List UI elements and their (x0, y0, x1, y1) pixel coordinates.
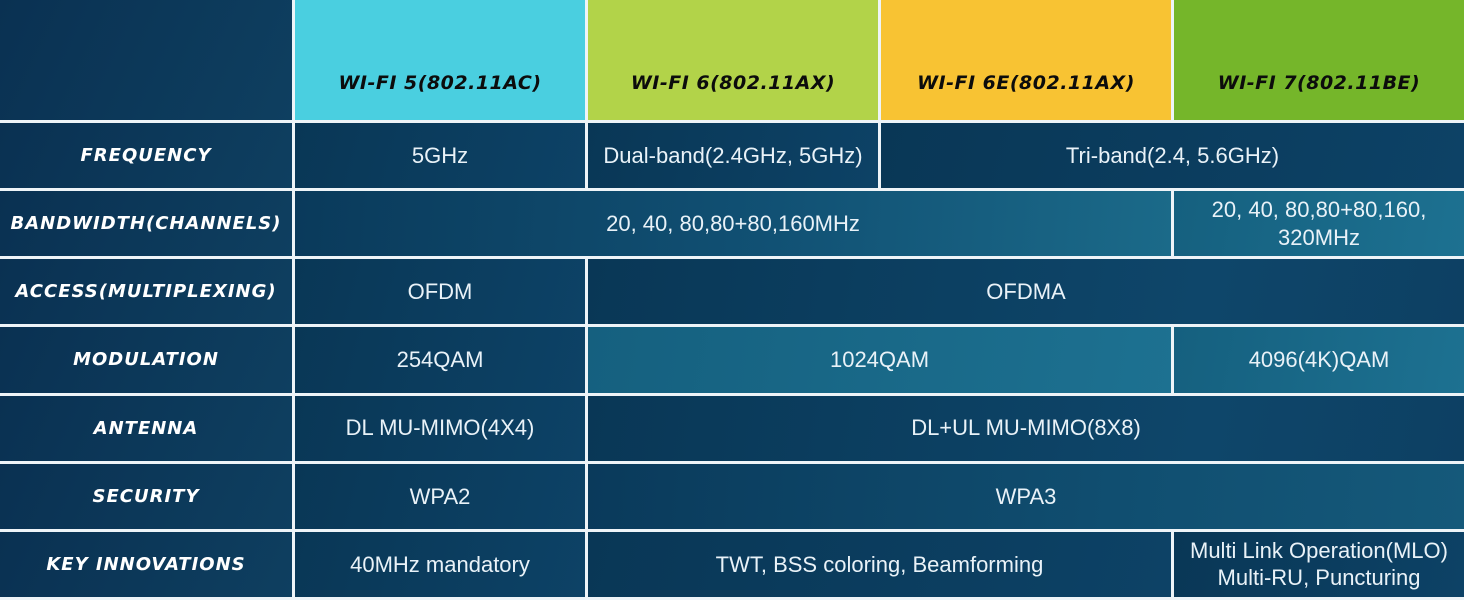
row-label-access: ACCESS(MULTIPLEXING) (0, 259, 292, 324)
row-label-antenna: ANTENNA (0, 396, 292, 461)
cell-bandwidth-wifi7: 20, 40, 80,80+80,160, 320MHz (1174, 191, 1464, 256)
column-header-wifi6e: WI-FI 6E(802.11AX) (881, 0, 1171, 120)
row-label-security: SECURITY (0, 464, 292, 529)
cell-security-wifi6-6e-7: WPA3 (588, 464, 1464, 529)
cell-modulation-wifi5: 254QAM (295, 327, 585, 392)
cell-innovations-wifi7: Multi Link Operation(MLO) Multi-RU, Puncturing (1174, 532, 1464, 597)
row-label-key-innovations: KEY INNOVATIONS (0, 532, 292, 597)
corner-cell (0, 0, 292, 120)
cell-security-wifi5: WPA2 (295, 464, 585, 529)
cell-modulation-wifi7: 4096(4K)QAM (1174, 327, 1464, 392)
cell-access-wifi5: OFDM (295, 259, 585, 324)
cell-frequency-wifi6: Dual-band(2.4GHz, 5GHz) (588, 123, 878, 188)
row-label-modulation: MODULATION (0, 327, 292, 392)
cell-innovations-wifi6-6e: TWT, BSS coloring, Beamforming (588, 532, 1171, 597)
cell-access-wifi6-6e-7: OFDMA (588, 259, 1464, 324)
row-label-bandwidth: BANDWIDTH(CHANNELS) (0, 191, 292, 256)
cell-frequency-wifi5: 5GHz (295, 123, 585, 188)
cell-antenna-wifi5: DL MU-MIMO(4X4) (295, 396, 585, 461)
row-label-frequency: FREQUENCY (0, 123, 292, 188)
column-header-wifi5: WI-FI 5(802.11AC) (295, 0, 585, 120)
cell-bandwidth-wifi5-6-6e: 20, 40, 80,80+80,160MHz (295, 191, 1171, 256)
column-header-wifi6: WI-FI 6(802.11AX) (588, 0, 878, 120)
cell-modulation-wifi6-6e: 1024QAM (588, 327, 1171, 392)
column-header-wifi7: WI-FI 7(802.11BE) (1174, 0, 1464, 120)
cell-antenna-wifi6-6e-7: DL+UL MU-MIMO(8X8) (588, 396, 1464, 461)
cell-innovations-wifi5: 40MHz mandatory (295, 532, 585, 597)
cell-frequency-wifi6e-wifi7: Tri-band(2.4, 5.6GHz) (881, 123, 1464, 188)
